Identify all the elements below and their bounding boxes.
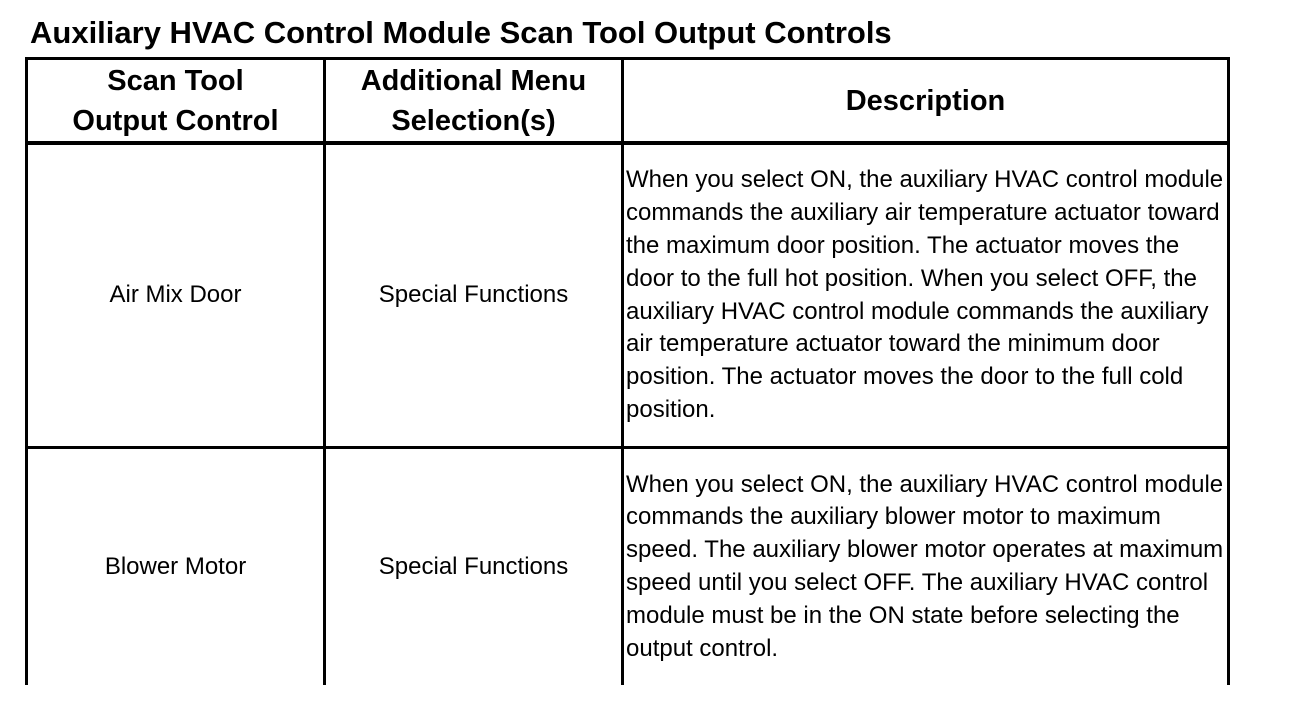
output-controls-table	[25, 57, 1230, 685]
document-title: Auxiliary HVAC Control Module Scan Tool Output Controls	[30, 15, 892, 50]
header-menu-line1: Additional Menu	[360, 64, 587, 97]
table-row	[27, 448, 1229, 686]
table-row	[27, 143, 1229, 448]
header-control-line1: Scan Tool	[107, 64, 244, 97]
description-text: When you select ON, the auxiliary HVAC control module commands the auxiliary air temperature actuator toward the maximum door position. The actuator moves the door to the full hot position. When you select OFF, the auxiliary HVAC control module commands the auxiliary air temperature actuator toward the minimum door position. The actuator moves the door to the full cold position.	[626, 166, 1224, 423]
cell-menu-selection: Special Functions	[325, 143, 623, 448]
cell-output-control: Air Mix Door	[27, 143, 325, 448]
header-menu-line2: Selection(s)	[391, 104, 556, 137]
cell-description	[623, 143, 1229, 448]
header-additional-menu-selections	[325, 59, 623, 144]
cell-description	[623, 448, 1229, 686]
header-description: Description	[623, 59, 1229, 144]
cell-menu-selection: Special Functions	[325, 448, 623, 686]
table-header-row	[27, 59, 1229, 144]
header-control-line2: Output Control	[72, 104, 279, 137]
description-text: When you select ON, the auxiliary HVAC control module commands the auxiliary blower motor to maximum speed. The auxiliary blower motor operates at maximum speed until you select OFF. The auxiliary HVAC control module must be in the ON state before selecting the output control.	[626, 470, 1224, 662]
cell-output-control: Blower Motor	[27, 448, 325, 686]
header-scan-tool-output-control	[27, 59, 325, 144]
